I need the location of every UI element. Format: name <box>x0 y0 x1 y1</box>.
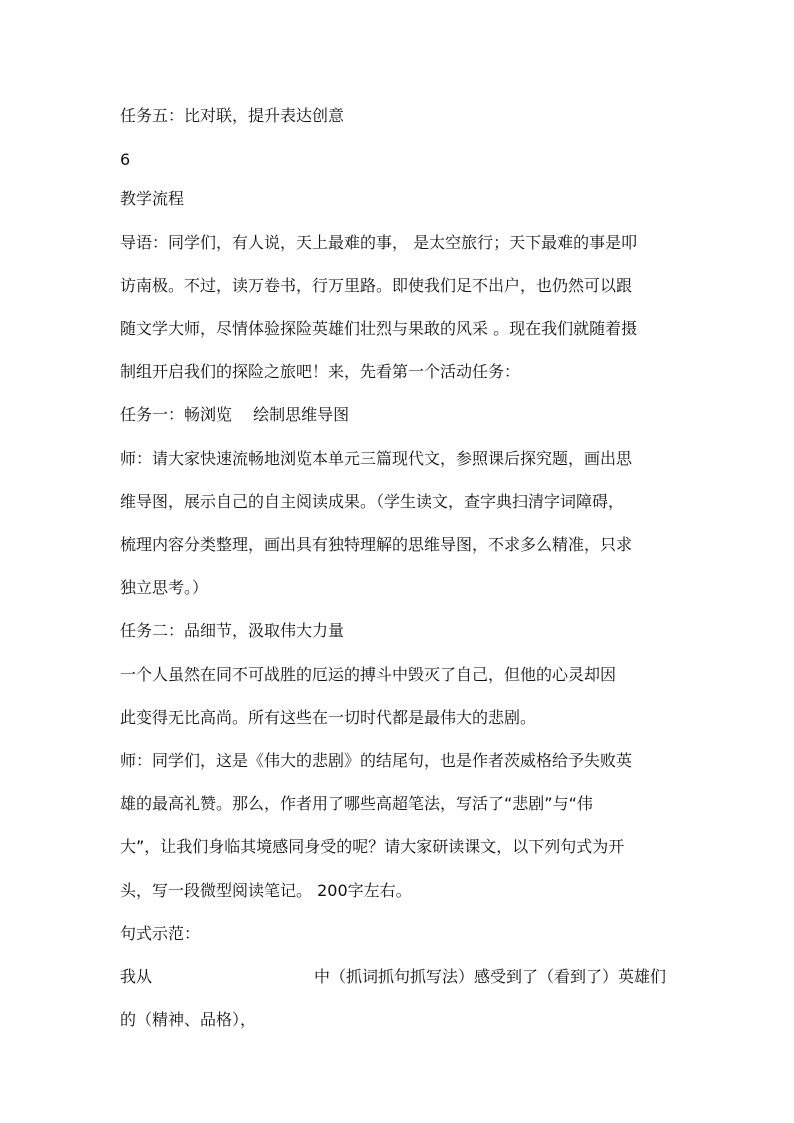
task-one-heading: 任务一：畅浏览 绘制思维导图 <box>120 405 350 424</box>
task-five-heading: 任务五：比对联，提升表达创意 <box>120 106 345 125</box>
intro-line-4: 制组开启我们的探险之旅吧！来，先看第一个活动任务： <box>120 362 521 381</box>
teacher-line-1: 师：同学们，这是《伟大的悲剧》的结尾句，也是作者茨威格给予失败英 <box>120 751 633 770</box>
teacher-line-2: 雄的最高礼赞。那么，作者用了哪些高超笔法，写活了“悲剧”与“伟 <box>120 794 593 813</box>
quote-line-2: 此变得无比高尚。所有这些在一切时代都是最伟大的悲剧。 <box>120 708 537 727</box>
teacher-line-3: 大”，让我们身临其境感同身受的呢？请大家研读课文，以下列句式为开 <box>120 837 625 856</box>
task-two-heading: 任务二：品细节，汲取伟大力量 <box>120 621 345 640</box>
teacher-line-4: 头，写一段微型阅读笔记。 200字左右。 <box>120 881 412 900</box>
template-end: 中（抓词抓句抓写法）感受到了（看到了）英雄们 <box>314 967 667 986</box>
sentence-pattern-heading: 句式示范： <box>120 924 201 943</box>
task-one-line-4: 独立思考。） <box>120 578 209 597</box>
template-start: 我从 <box>120 967 153 986</box>
intro-line-1: 导语：同学们，有人说，天上最难的事， 是太空旅行；天下最难的事是叩 <box>120 233 638 252</box>
sentence-template-line-1 <box>120 967 680 987</box>
task-one-line-3: 梳理内容分类整理，画出具有独特理解的思维导图，不求多么精准，只求 <box>120 535 633 554</box>
quote-line-1: 一个人虽然在同不可战胜的厄运的搏斗中毁灭了自己，但他的心灵却因 <box>120 665 617 684</box>
teaching-process-heading: 教学流程 <box>120 189 185 208</box>
task-one-line-1: 师：请大家快速流畅地浏览本单元三篇现代文，参照课后探究题，画出思 <box>120 449 633 468</box>
intro-line-3: 随文学大师，尽情体验探险英雄们壮烈与果敢的风采 。现在我们就随着摄 <box>120 319 638 338</box>
sentence-template-line-2: 的（精神、品格）， <box>120 1010 257 1029</box>
intro-line-2: 访南极。不过，读万卷书，行万里路。即使我们足不出户，也仍然可以跟 <box>120 276 633 295</box>
number-six: 6 <box>120 150 131 169</box>
task-one-line-2: 维导图，展示自己的自主阅读成果。（学生读文，查字典扫清字词障碍， <box>120 492 625 511</box>
